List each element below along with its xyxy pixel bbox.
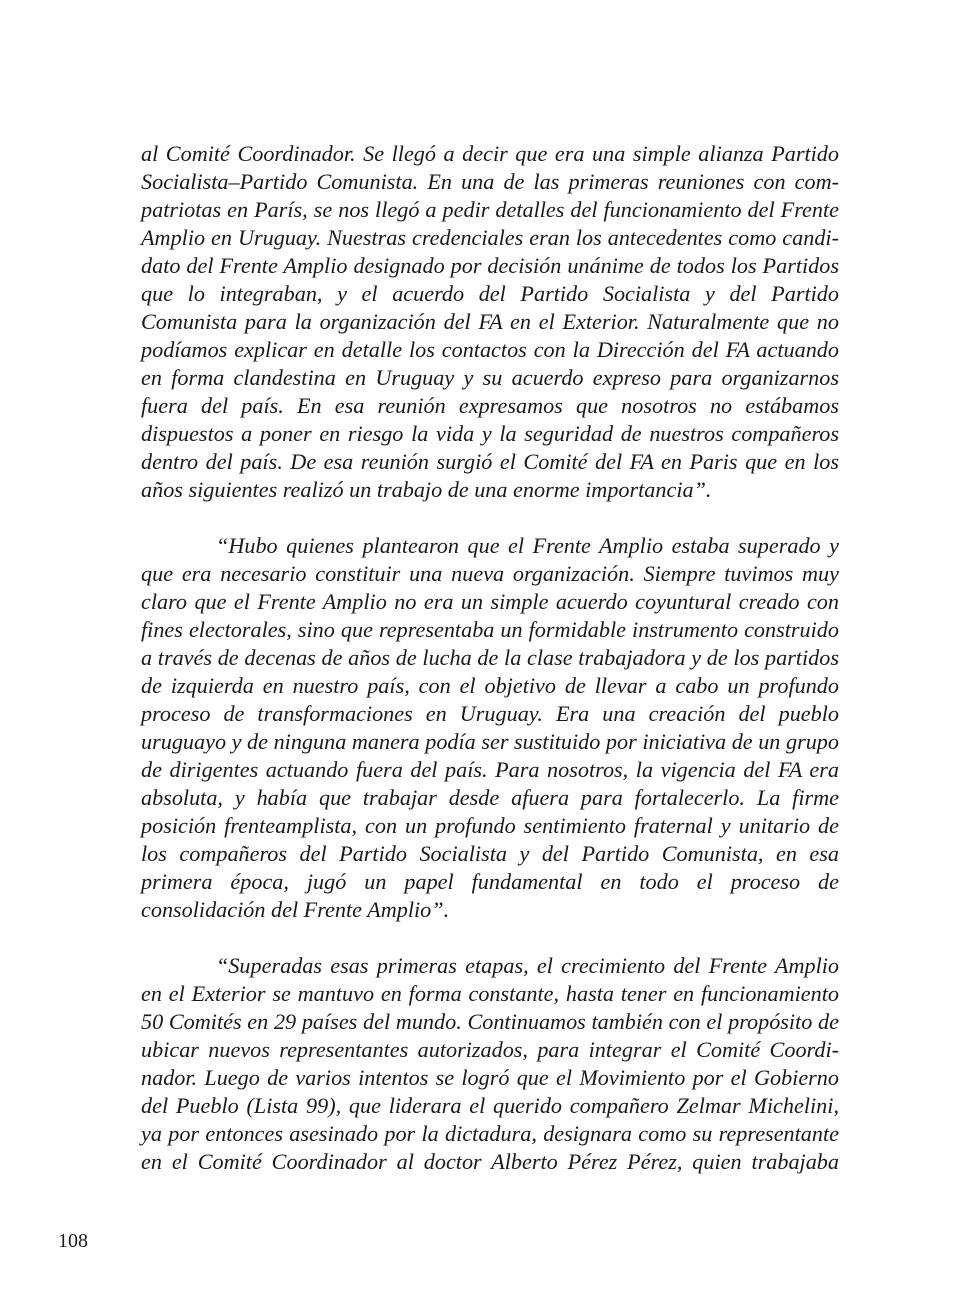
paragraph-quote-1: “Hubo quienes plantearon que el Frente Amplio estaba superado y que era necesario constituir una nueva organización. Siempre tuvimos muy claro que el Frente Amplio no era un simple acuerdo coyuntural creado con fines electorales, sino que representaba un formidable instrumento construido a través de decenas de años de lucha de la clase trabajadora y de los partidos de izquierda en nuestro país, con el objetivo de llevar a cabo un profundo proceso de transformaciones en Uruguay. Era una creación del pueblo uruguayo y de ninguna manera podía ser sustituido por iniciativa de un grupo de dirigentes actuando fuera del país. Para nosotros, la vigencia del FA era absoluta, y había que trabajar desde afuera para fortalecerlo. La firme posición frenteamplista, con un profundo sentimiento fraternal y unitario de los compañeros del Partido Socialista y del Partido Comunista, en esa primera época, jugó un papel fundamental en todo el proceso de consolidación del Frente Amplio”. [141,533,839,922]
page-number: 108 [58,1230,88,1252]
paragraph-quote-2: “Superadas esas primeras etapas, el crecimiento del Frente Amplio en el Exterior se mantuvo en forma constante, hasta tener en funcionamiento 50 Comités en 29 países del mundo. Continuamos también con el propósito de ubicar nuevos representantes autorizados, para integrar el Comité Coordinador. Luego de varios intentos se logró que el Movimiento por el Gobierno del Pueblo (Lista 99), que liderara el querido compañero Zelmar Michelini, ya por entonces asesinado por la dictadura, designara como su representante en el Comité Coordinador al doctor Alberto Pérez Pérez, quien trabajaba [141,953,839,1174]
paragraph-continuation: al Comité Coordinador. Se llegó a decir que era una simple alianza Partido Socialista–Partido Comunista. En una de las primeras reuniones con compatriotas en París, se nos llegó a pedir detalles del funcionamiento del Frente Amplio en Uruguay. Nuestras credenciales eran los antecedentes como candidato del Frente Amplio designado por decisión unánime de todos los Partidos que lo integraban, y el acuerdo del Partido Socialista y del Partido Comunista para la organización del FA en el Exterior. Naturalmente que no podíamos explicar en detalle los contactos con la Dirección del FA actuando en forma clandestina en Uruguay y su acuerdo expreso para organizarnos fuera del país. En esa reunión expresamos que nosotros no estábamos dispuestos a poner en riesgo la vida y la seguridad de nuestros compañeros dentro del país. De esa reunión surgió el Comité del FA en Paris que en los años siguientes realizó un trabajo de una enorme importancia”. [141,141,839,502]
body-text [141,140,839,1176]
